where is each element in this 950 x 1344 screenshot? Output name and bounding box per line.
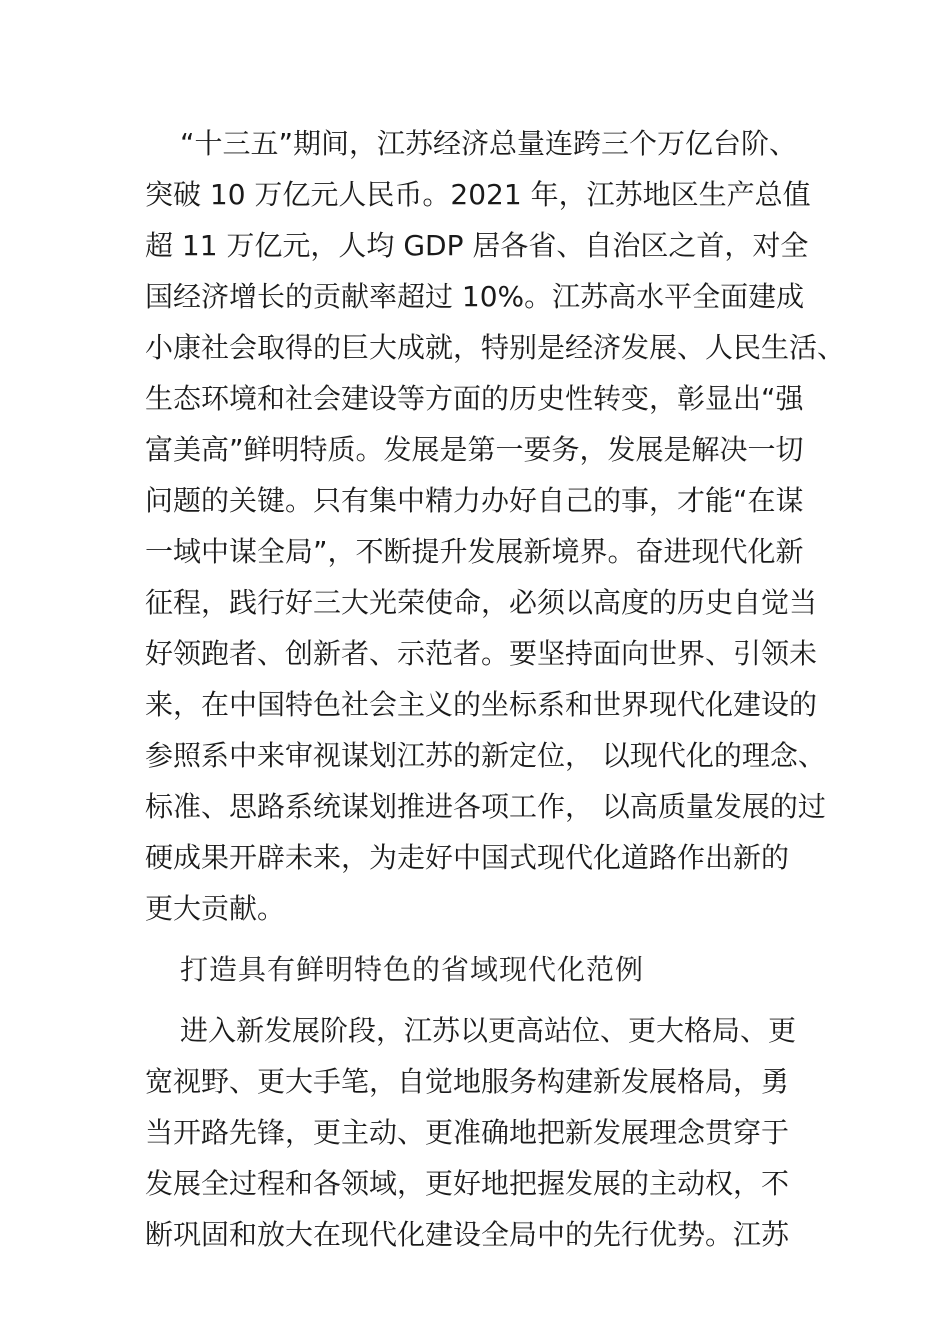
paragraph-1-line: 标准、思路系统谋划推进各项工作， 以高质量发展的过	[145, 790, 826, 823]
section-heading: 打造具有鲜明特色的省域现代化范例	[180, 953, 645, 986]
paragraph-2-line: 进入新发展阶段，江苏以更高站位、更大格局、更	[180, 1014, 797, 1047]
paragraph-1-line: 参照系中来审视谋划江苏的新定位， 以现代化的理念、	[145, 739, 826, 772]
paragraph-1-line: 小康社会取得的巨大成就，特别是经济发展、人民生活、	[145, 331, 846, 364]
paragraph-1-line: 好领跑者、创新者、示范者。要坚持面向世界、引领未	[145, 637, 818, 670]
paragraph-2-line: 断巩固和放大在现代化建设全局中的先行优势。江苏	[145, 1218, 790, 1251]
paragraph-1-line: 生态环境和社会建设等方面的历史性转变，彰显出“强	[145, 382, 804, 415]
paragraph-2-line: 宽视野、更大手笔，自觉地服务构建新发展格局，勇	[145, 1065, 790, 1098]
paragraph-1-line: 突破 10 万亿元人民币。2021 年，江苏地区生产总值	[145, 178, 811, 211]
paragraph-1-line: 征程，践行好三大光荣使命，必须以高度的历史自觉当	[145, 586, 818, 619]
paragraph-1-line: 来，在中国特色社会主义的坐标系和世界现代化建设的	[145, 688, 818, 721]
paragraph-2-line: 当开路先锋，更主动、更准确地把新发展理念贯穿于	[145, 1116, 790, 1149]
paragraph-1-line: 更大贡献。	[145, 892, 286, 925]
paragraph-1-line: 富美高”鲜明特质。发展是第一要务，发展是解决一切	[145, 433, 804, 466]
paragraph-1-line: “十三五”期间，江苏经济总量连跨三个万亿台阶、	[180, 127, 798, 160]
paragraph-1-line: 问题的关键。只有集中精力办好自己的事，才能“在谋	[145, 484, 804, 517]
paragraph-1-line: 国经济增长的贡献率超过 10%。江苏高水平全面建成	[145, 280, 805, 313]
paragraph-1-line: 硬成果开辟未来，为走好中国式现代化道路作出新的	[145, 841, 790, 874]
paragraph-2-line: 发展全过程和各领域，更好地把握发展的主动权，不	[145, 1167, 790, 1200]
paragraph-1-line: 超 11 万亿元，人均 GDP 居各省、自治区之首，对全	[145, 229, 809, 262]
paragraph-1-line: 一域中谋全局”，不断提升发展新境界。奋进现代化新	[145, 535, 804, 568]
